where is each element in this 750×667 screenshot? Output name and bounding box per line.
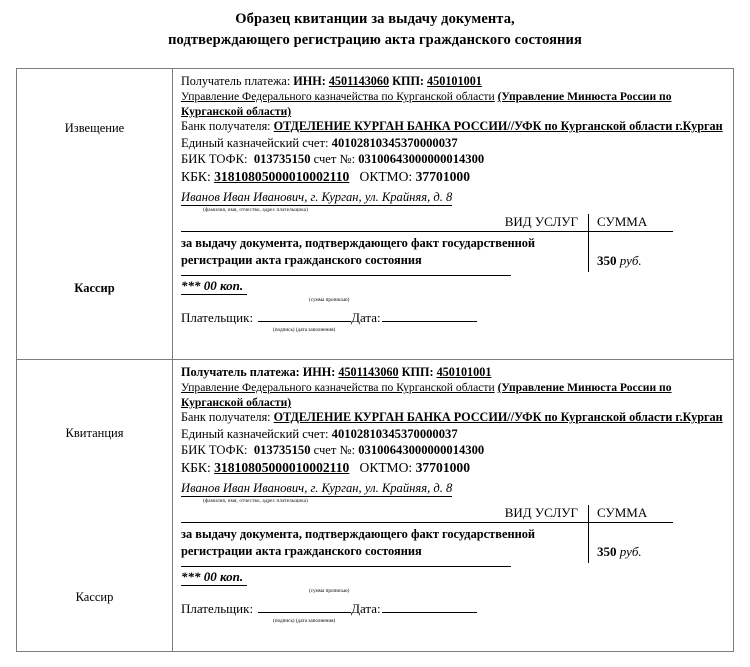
account-label: счет №: (313, 443, 356, 458)
account-label: счет №: (313, 152, 356, 167)
kopecks-block (181, 566, 727, 594)
treasury-value: 40102810345370000037 (331, 426, 458, 441)
account-value: 03100643000000014300 (358, 443, 485, 458)
kbk-value: 31810805000010002110 (214, 460, 350, 476)
title-line-2: подтверждающего регистрацию акта гражданского состояния (168, 32, 582, 49)
bank-line (181, 119, 727, 134)
kopecks-caption: (сумма прописью) (309, 297, 350, 304)
kopecks-top-rule (181, 566, 511, 567)
bank-value: ОТДЕЛЕНИЕ КУРГАН БАНКА РОССИИ//УФК по Курганской области г.Курган (273, 119, 723, 134)
title-line-1: Образец квитанции за выдачу документа, (235, 11, 515, 27)
kbk-line (181, 168, 727, 186)
receipt-side-column (17, 360, 173, 651)
services-header-row (181, 505, 727, 523)
services-column-divider (588, 505, 589, 563)
amount-currency: руб. (619, 544, 642, 560)
account-value: 03100643000000014300 (358, 152, 485, 167)
organization-name-bold: (Управление Минюста России по Курганской области) (181, 90, 672, 119)
service-description: за выдачу документа, подтверждающего факт государственной регистрации акта гражданского состояния (181, 527, 536, 558)
bik-value: 013735150 (253, 152, 311, 167)
bik-value: 013735150 (253, 443, 311, 458)
label-cashier-notice: Кассир (74, 281, 115, 295)
kpp-value: 450101001 (436, 365, 492, 379)
payer-date-row (181, 601, 727, 617)
kbk-label: КБК: (181, 169, 211, 185)
kpp-label: КПП: (401, 365, 434, 379)
amount-cell (588, 523, 642, 563)
organization-name-plain: Управление Федерального казначейства по Курганской области (181, 381, 495, 395)
kpp-label: КПП: (392, 74, 424, 88)
treasury-label: Единый казначейский счет: (181, 135, 329, 150)
label-notice: Извещение (64, 121, 125, 135)
bank-value: ОТДЕЛЕНИЕ КУРГАН БАНКА РОССИИ//УФК по Курганской области г.Курган (273, 410, 723, 425)
treasury-account-line (181, 135, 727, 151)
recipient-line (181, 74, 727, 89)
bik-line (181, 151, 727, 167)
signature-caption: (подпись) (дата заполнения) (273, 618, 336, 625)
notice-side-column (17, 69, 173, 359)
page-title (0, 0, 750, 51)
kopecks-value: *** 00 коп. (181, 568, 247, 586)
recipient-label: Получатель платежа: (181, 74, 291, 88)
inn-label: ИНН: (293, 74, 326, 88)
kbk-label: КБК: (181, 460, 211, 476)
bik-line (181, 442, 727, 458)
inn-value: 4501143060 (328, 74, 390, 88)
kbk-line (181, 459, 727, 477)
sum-header: СУММА (588, 505, 673, 523)
notice-body (173, 69, 733, 359)
receipt-section (17, 360, 733, 651)
services-table (181, 214, 727, 272)
bik-label: БИК ТОФК: (181, 152, 248, 167)
amount-value: 350 (597, 253, 617, 269)
treasury-value: 40102810345370000037 (331, 135, 458, 150)
bik-label: БИК ТОФК: (181, 443, 248, 458)
services-body-row (181, 523, 727, 563)
label-cashier-receipt: Кассир (75, 590, 114, 604)
services-table (181, 505, 727, 563)
bank-label: Банк получателя: (181, 119, 271, 134)
payment-form-table (16, 68, 734, 652)
payer-caption: (фамилия, имя, отчество, адрес плательщика) (203, 498, 309, 505)
oktmo-value: 37701000 (415, 169, 470, 185)
kbk-value: 31810805000010002110 (214, 169, 350, 185)
date-label: Дата: (351, 601, 381, 617)
services-body-row (181, 232, 727, 272)
amount-value: 350 (597, 544, 617, 560)
receipt-body (173, 360, 733, 651)
signature-caption: (подпись) (дата заполнения) (273, 327, 336, 334)
amount-cell (588, 232, 642, 272)
inn-value: 4501143060 (338, 365, 399, 379)
sum-header: СУММА (588, 214, 673, 232)
services-column-divider (588, 214, 589, 272)
kopecks-caption: (сумма прописью) (309, 588, 350, 595)
recipient-line (181, 365, 727, 380)
bank-line (181, 410, 727, 425)
service-type-header: ВИД УСЛУГ (181, 214, 588, 232)
kpp-value: 450101001 (427, 74, 482, 88)
services-header-row (181, 214, 727, 232)
date-label: Дата: (351, 310, 381, 326)
date-field[interactable] (382, 601, 477, 613)
payer-name: Иванов Иван Иванович, г. Курган, ул. Крайняя, д. 8 (181, 190, 453, 205)
payer-date-row (181, 310, 727, 326)
recipient-label: Получатель платежа: (181, 365, 300, 379)
payer-signature-field[interactable] (258, 310, 351, 322)
date-field[interactable] (382, 310, 477, 322)
payer-caption: (фамилия, имя, отчество, адрес плательщика) (203, 207, 309, 214)
kopecks-top-rule (181, 275, 511, 276)
oktmo-value: 37701000 (415, 460, 470, 476)
kopecks-value: *** 00 коп. (181, 277, 247, 295)
treasury-account-line (181, 426, 727, 442)
oktmo-label: ОКТМО: (359, 169, 413, 185)
notice-section (17, 69, 733, 360)
organization-line (181, 89, 727, 119)
kopecks-block (181, 275, 727, 303)
organization-name-plain: Управление Федерального казначейства по Курганской области (181, 90, 495, 104)
organization-name-bold: (Управление Минюста России по Курганской области) (181, 381, 672, 410)
oktmo-label: ОКТМО: (359, 460, 413, 476)
service-type-header: ВИД УСЛУГ (181, 505, 588, 523)
payer-name: Иванов Иван Иванович, г. Курган, ул. Крайняя, д. 8 (181, 481, 453, 496)
payer-signature-label: Плательщик: (181, 601, 254, 617)
treasury-label: Единый казначейский счет: (181, 426, 329, 441)
amount-currency: руб. (619, 253, 642, 269)
service-description: за выдачу документа, подтверждающего факт государственной регистрации акта гражданского состояния (181, 236, 536, 267)
payer-signature-field[interactable] (258, 601, 351, 613)
label-receipt: Квитанция (65, 426, 124, 440)
inn-label: ИНН: (302, 365, 336, 379)
payer-signature-label: Плательщик: (181, 310, 254, 326)
bank-label: Банк получателя: (181, 410, 271, 425)
organization-line (181, 380, 727, 410)
